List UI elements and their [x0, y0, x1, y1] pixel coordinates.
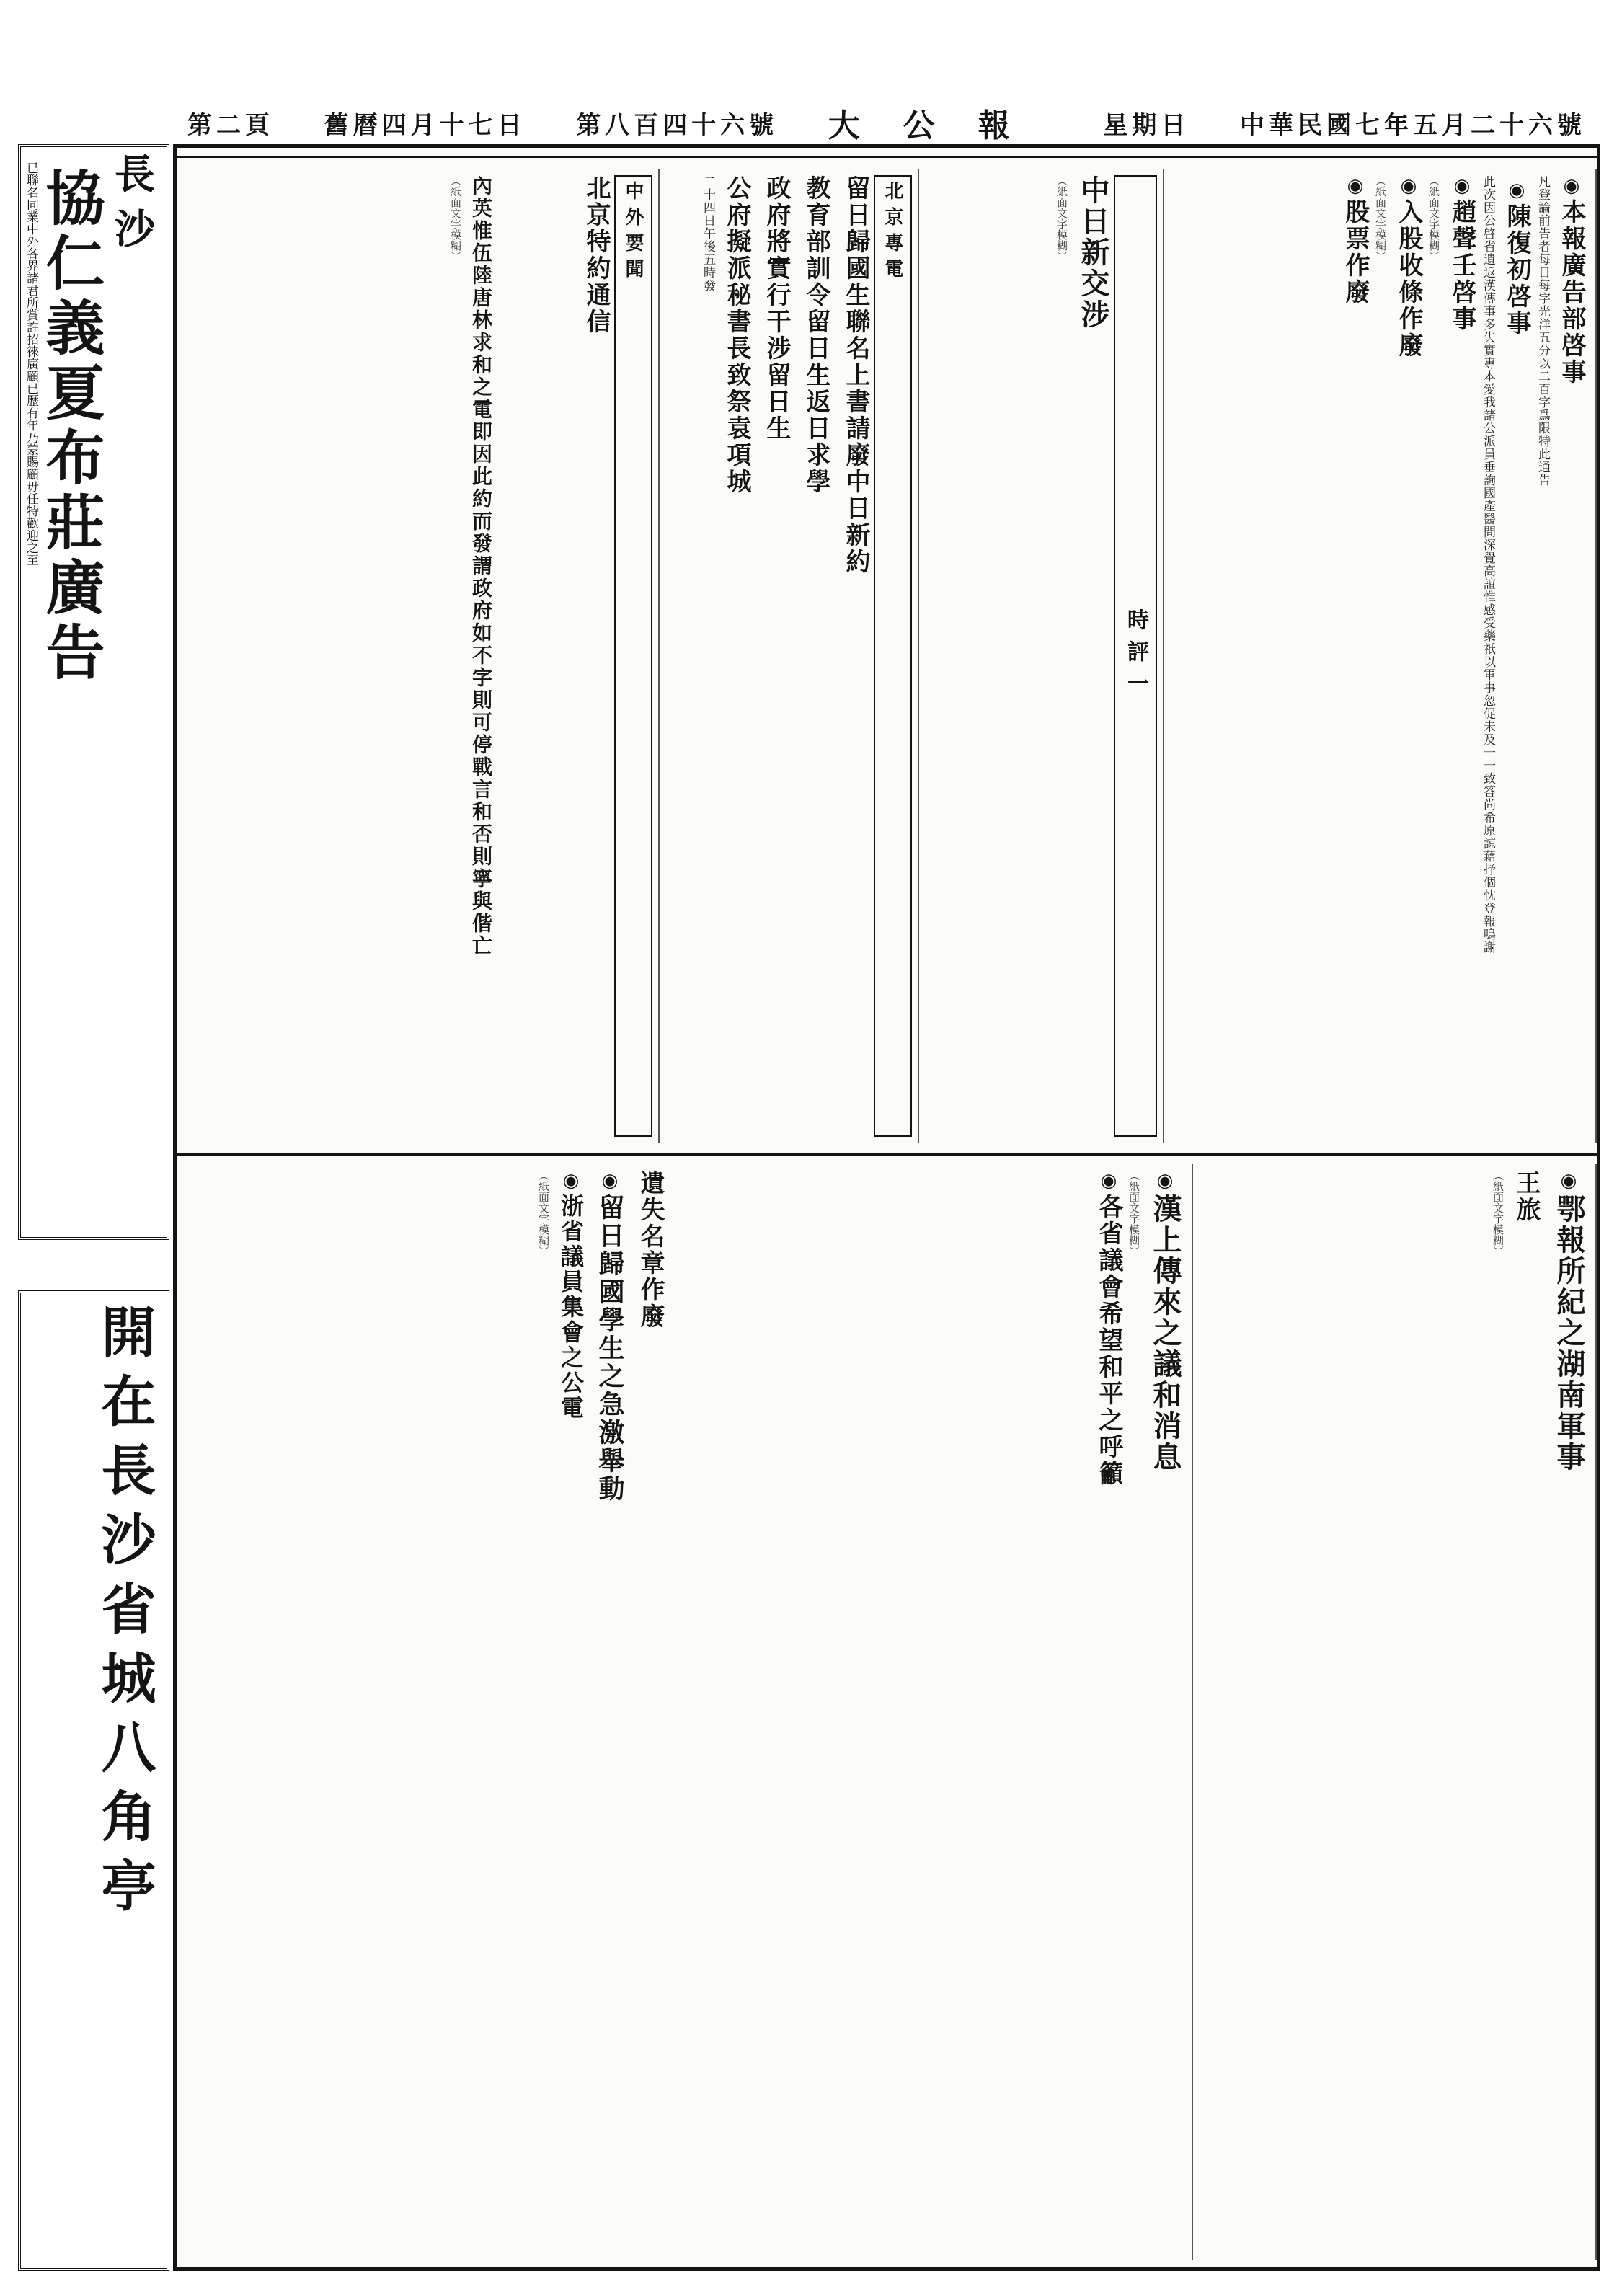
masthead — [173, 101, 1600, 144]
side-ad-city: 長沙 — [108, 153, 156, 262]
withdraw-notice-text: （紙面文字模糊） — [1374, 175, 1387, 262]
telegram-title: 內英惟伍陸唐林求和之電即因此約而發謂政府如不字則可停戰言和否則寧與偕亡 — [469, 175, 493, 957]
horizontal-divider — [177, 1153, 1597, 1156]
notice-text: 凡登論前告者每日每字光洋五分以二百字爲限特此通告 — [1535, 175, 1550, 487]
telegram-text: （紙面文字模糊） — [449, 175, 462, 262]
lost-column — [177, 1164, 674, 2260]
commentary-column — [919, 169, 1164, 1143]
dispatches-section-label: 北京專電 — [874, 175, 912, 1137]
assembly-marker-icon: ◉ — [1098, 1170, 1120, 1194]
notice-marker-icon: ◉ — [1561, 175, 1582, 199]
newspaper-page — [173, 144, 1600, 2271]
notice-title: ◉本報廣告部啓事 — [1557, 175, 1586, 386]
assembly-title: ◉各省議會希望和平之呼籲 — [1094, 1170, 1123, 1487]
hanshang-marker-icon: ◉ — [1154, 1170, 1176, 1194]
zhao-marker-icon: ◉ — [1451, 175, 1473, 199]
commentary-label: 時評一 — [1114, 175, 1157, 1137]
masthead-date: 中華民國七年五月二十六號 — [1239, 110, 1586, 140]
notices-column — [1164, 169, 1597, 1143]
dispatches-column — [660, 169, 919, 1143]
stock-notice-title: ◉股票作廢 — [1341, 175, 1370, 306]
top-inner-rule — [177, 156, 1597, 158]
withdraw-notice-title: ◉入股收條作廢 — [1394, 175, 1423, 359]
page-label: 第二頁 — [187, 110, 274, 140]
student-marker-icon: ◉ — [599, 1170, 621, 1194]
side-ad-address: 開在長沙省城八角亭 — [18, 1290, 169, 2271]
zhao-notice-title: ◉趙聲壬啓事 — [1448, 175, 1476, 332]
hanshang-column — [674, 1164, 1193, 2260]
chen-notice-title: ◉陳復初啓事 — [1502, 179, 1531, 337]
issue-number: 第八百四十六號 — [576, 110, 779, 140]
side-ad-note: 已聯名同業中外各界諸君所賞許招徠廣顧已歷有年乃蒙賜顧毋任特歡迎之至 — [24, 161, 38, 566]
zhao-notice-text: （紙面文字模糊） — [1427, 175, 1440, 262]
lost-text: （紙面文字模糊） — [537, 1170, 550, 1256]
report-marker-icon: ◉ — [1558, 1170, 1579, 1194]
report-title: ◉鄂報所紀之湖南軍事 — [1552, 1170, 1586, 1473]
paper-name: 大公報 — [828, 107, 1053, 144]
side-advertisement — [14, 144, 169, 2271]
student-title: ◉留日歸國學生之急激舉動 — [595, 1170, 625, 1503]
zhejiang-title: ◉浙省議員集會之公電 — [557, 1170, 585, 1421]
dispatch-item-2: 教育部訓令留日生返日求學 — [802, 175, 830, 495]
withdraw-marker-icon: ◉ — [1398, 175, 1419, 199]
lunar-date: 舊曆四月十七日 — [324, 110, 526, 140]
dispatch-item-1: 留日歸國生聯名上書請廢中日新約 — [841, 175, 870, 575]
side-ad-frame — [18, 144, 169, 1240]
commentary-text: （紙面文字模糊） — [1055, 175, 1068, 262]
hanshang-title: ◉漢上傳來之議和消息 — [1148, 1170, 1182, 1473]
report-text: （紙面文字模糊） — [1492, 1170, 1504, 1256]
stock-marker-icon: ◉ — [1344, 175, 1366, 199]
chen-notice-text: 此次因公啓省遺返漢傳事多失實專本愛我諸公派員垂詢國產醫問深覺高誼惟感受藥祇以軍事忽促未及一一致答尚希原諒藉抒個忱登報鳴謝 — [1481, 175, 1495, 954]
hanshang-text: （紙面文字模糊） — [1127, 1170, 1140, 1256]
dispatch-time: 二十四日午後五時發 — [701, 175, 715, 292]
important-title: 北京特約通信 — [582, 175, 611, 335]
important-label: 中外要聞 — [614, 175, 652, 1137]
report-column — [1193, 1164, 1597, 2260]
zhejiang-marker-icon: ◉ — [560, 1170, 582, 1194]
important-column — [501, 169, 660, 1143]
wang-title: 王旅 — [1512, 1170, 1541, 1223]
masthead-weekday: 星期日 — [1103, 110, 1190, 140]
dispatch-item-4: 公府擬派秘書長致祭袁項城 — [722, 175, 751, 495]
commentary-title: 中日新交涉 — [1076, 175, 1110, 330]
side-ad-title: 協仁義夏布莊廣告 — [36, 167, 105, 686]
dispatch-item-3: 政府將實行干涉留日生 — [762, 175, 791, 442]
chen-marker-icon: ◉ — [1506, 179, 1528, 203]
telegram-column — [177, 169, 501, 1143]
lost-title: 遺失名章作廢 — [636, 1170, 665, 1330]
